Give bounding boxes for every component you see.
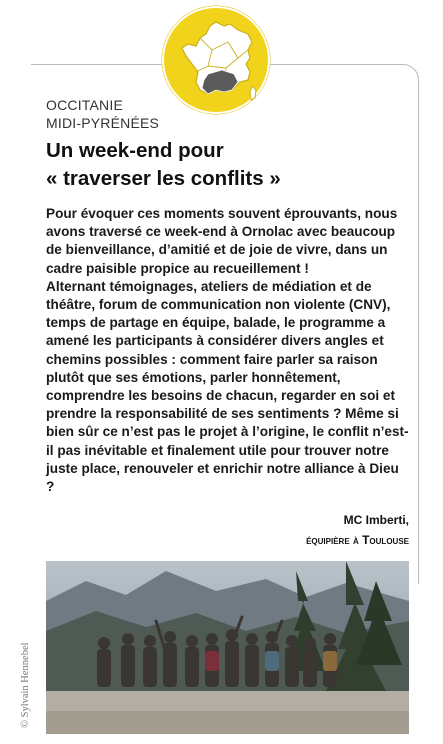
photo-credit: © Sylvain Hennebel (20, 642, 31, 728)
region-label (46, 96, 346, 132)
group-photo-image (46, 561, 409, 734)
signature-role: équipière à Toulouse (306, 533, 409, 547)
signature-name: MC Imberti, (343, 513, 409, 527)
title-line-2: « traverser les conflits » (46, 167, 281, 190)
body-paragraph-2: Alternant témoignages, ateliers de médiation et de théâtre, forum de communication non violente (CNV), temps de partage en équipe, balade, le programme a amené les participants à considérer divers angles et chemins possibles : comment faire parler sa raison plutôt que ses émotions, parler honnêtement, comprendre les besoins de chacun, regarder en soi et prendre la responsabilité de ses sentiments ? Même si bien sûr ce n’est pas le projet à l’origine, le conflit n’est-il pas inévitable et finalement utile pour trouver notre juste place, renouveler et enrichir notre alliance à Dieu ? (46, 278, 409, 495)
region-line-2: MIDI-PYRÉNÉES (46, 115, 160, 131)
region-line-1: OCCITANIE (46, 97, 123, 113)
group-photo (46, 561, 409, 734)
article-title (46, 137, 386, 193)
france-map-icon (178, 20, 258, 102)
body-paragraph-1: Pour évoquer ces moments souvent éprouvants, nous avons traversé ce week-end à Ornolac avec beaucoup de bienveillance, d’amitié et de joie de vivre, dans un cadre paisible propice au recueillement ! (46, 206, 398, 276)
title-line-1: Un week-end pour (46, 139, 224, 162)
article-body (46, 205, 409, 496)
